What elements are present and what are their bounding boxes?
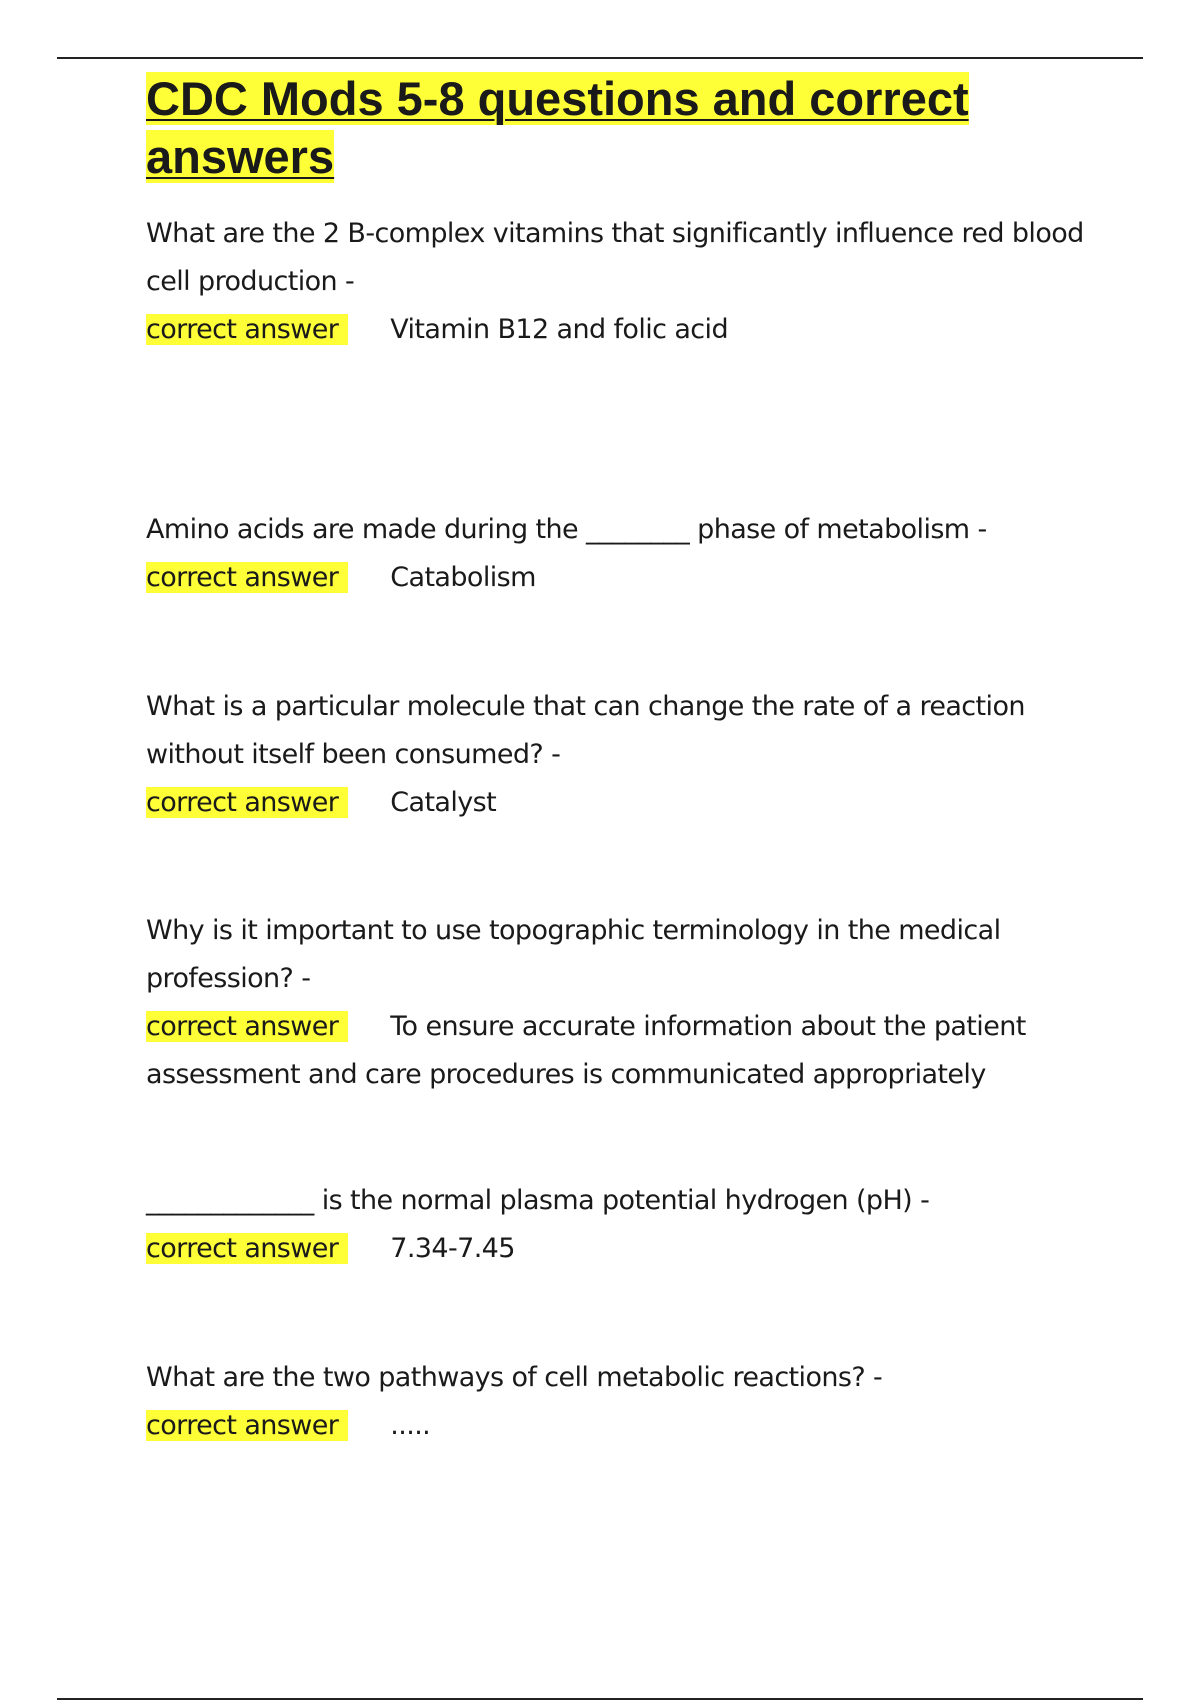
fill-in-blank: ________ — [585, 514, 690, 545]
question-text: What are the two pathways of cell metabolic reactions? - — [146, 1362, 883, 1393]
answer-text: Catalyst — [390, 787, 497, 818]
qa-item-1 — [146, 210, 1106, 354]
answer-text: Catabolism — [390, 562, 536, 593]
answer-text: ..... — [390, 1410, 431, 1441]
answer-label: correct answer — [146, 787, 348, 818]
answer-label: correct answer — [146, 1410, 348, 1441]
question-text — [146, 506, 1106, 554]
question-text: What is a particular molecule that can change the rate of a reaction without itself been consumed? - — [146, 691, 1025, 770]
fill-in-blank: _____________ — [146, 1185, 314, 1216]
question-text-after: phase of metabolism - — [697, 514, 987, 545]
qa-item-4 — [146, 907, 1106, 1099]
answer-text: 7.34-7.45 — [390, 1233, 515, 1264]
answer-text: To ensure accurate information about the patient assessment and care procedures is communicated appropriately — [146, 1011, 1026, 1090]
answer-row — [146, 306, 1106, 354]
answer-label: correct answer — [146, 1233, 348, 1264]
question-text: What are the 2 B-complex vitamins that significantly influence red blood cell production - — [146, 218, 1084, 297]
answer-label: correct answer — [146, 562, 348, 593]
answer-row — [146, 1003, 1106, 1099]
qa-item-3 — [146, 683, 1106, 827]
qa-item-6 — [146, 1354, 1106, 1450]
answer-row — [146, 1225, 1106, 1273]
document-title — [146, 70, 1016, 186]
answer-row — [146, 1402, 1106, 1450]
answer-text: Vitamin B12 and folic acid — [390, 314, 728, 345]
answer-row — [146, 779, 1106, 827]
title-highlight: CDC Mods 5-8 questions and correct answers — [146, 72, 969, 183]
answer-label: correct answer — [146, 1011, 348, 1042]
question-text — [146, 1177, 1106, 1225]
question-text: Why is it important to use topographic terminology in the medical profession? - — [146, 915, 1001, 994]
qa-item-5 — [146, 1177, 1106, 1273]
question-text-before: Amino acids are made during the — [146, 514, 578, 545]
header-rule — [57, 57, 1143, 59]
document-body — [146, 70, 1106, 1441]
question-text-after: is the normal plasma potential hydrogen (pH) - — [321, 1185, 930, 1216]
answer-label: correct answer — [146, 314, 348, 345]
qa-item-2 — [146, 506, 1106, 602]
answer-row — [146, 554, 1106, 602]
